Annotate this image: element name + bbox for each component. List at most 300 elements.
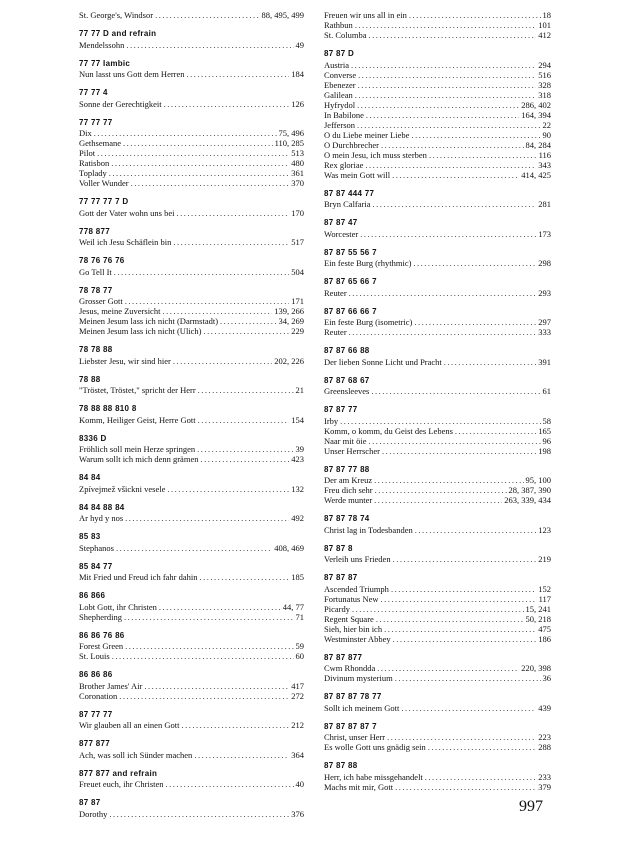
tune-entry <box>79 148 304 158</box>
tune-name: Worcester <box>324 228 359 239</box>
tune-name: Divinum mysterium <box>324 673 393 683</box>
tune-entry <box>79 178 304 188</box>
hymn-numbers: 101 <box>538 20 551 30</box>
meter-group <box>324 653 551 684</box>
dot-leader <box>144 681 289 691</box>
hymn-numbers: 154 <box>291 414 304 425</box>
dot-leader <box>349 288 537 298</box>
tune-entry <box>79 326 304 336</box>
dot-leader <box>428 742 536 752</box>
tune-name: Ascended Triumph <box>324 583 389 594</box>
tune-name: St. Columba <box>324 30 367 40</box>
tune-entry <box>324 446 551 456</box>
hymn-numbers: 297 <box>538 317 551 327</box>
tune-name: St. George's, Windsor <box>79 10 154 20</box>
hymn-numbers: 504 <box>291 266 304 277</box>
hymn-numbers: 184 <box>291 69 304 79</box>
hymn-numbers: 408, 469 <box>274 542 304 553</box>
tune-name: Brother James' Air <box>79 680 143 691</box>
tune-entry <box>79 681 304 691</box>
meter-heading: 78 88 88 810 8 <box>79 404 137 413</box>
tune-entry <box>79 444 304 454</box>
dot-leader <box>181 720 289 730</box>
hymn-numbers: 75, 496 <box>278 128 304 138</box>
tune-entry <box>324 673 551 683</box>
dot-leader <box>109 168 290 178</box>
dot-leader <box>220 316 276 326</box>
tune-entry <box>79 138 304 148</box>
tune-name: Picardy <box>324 603 350 614</box>
hymn-numbers: 219 <box>538 554 551 564</box>
tune-entry <box>79 513 304 523</box>
dot-leader <box>444 357 536 367</box>
hymn-numbers: 423 <box>291 454 304 464</box>
meter-heading: 877 877 <box>79 739 111 748</box>
tune-name: Forest Green <box>79 641 124 651</box>
dot-leader <box>425 772 536 782</box>
tune-name: Cwm Rhondda <box>324 663 376 673</box>
tune-entry <box>324 732 551 742</box>
tune-entry <box>324 604 551 614</box>
meter-group <box>324 573 551 644</box>
hymn-numbers: 286, 402 <box>521 99 551 110</box>
tune-entry <box>79 40 304 50</box>
dot-leader <box>366 110 519 120</box>
tune-entry <box>79 237 304 247</box>
tune-entry <box>79 720 304 730</box>
dot-leader <box>358 80 537 90</box>
dot-leader <box>365 160 536 170</box>
tune-name: Meinen Jesum lass ich nicht (Darmstadt) <box>79 316 219 326</box>
meter-heading: 77 77 Iambic <box>79 58 131 68</box>
meter-group <box>79 10 304 20</box>
meter-group <box>79 286 304 337</box>
dot-leader <box>94 128 277 138</box>
dot-leader <box>355 20 536 30</box>
meter-group <box>79 591 304 622</box>
meter-group <box>324 10 551 40</box>
tune-name: Ebenezer <box>324 79 356 90</box>
tune-entry <box>79 484 304 494</box>
hymn-numbers: 288 <box>538 742 551 752</box>
hymn-numbers: 21 <box>295 385 304 395</box>
hymn-numbers: 36 <box>542 673 551 683</box>
hymn-numbers: 49 <box>295 39 304 50</box>
dot-leader <box>176 208 289 218</box>
meter-heading: 87 87 66 88 <box>324 346 370 355</box>
hymn-numbers: 281 <box>538 199 551 209</box>
dot-leader <box>411 130 540 140</box>
hymn-numbers: 165 <box>538 425 551 436</box>
tune-entry <box>79 10 304 20</box>
tune-name: Ein feste Burg (rhythmic) <box>324 258 412 268</box>
hymn-numbers: 298 <box>538 258 551 268</box>
dot-leader <box>340 416 540 426</box>
hymn-numbers: 84, 284 <box>525 139 551 150</box>
hymn-numbers: 126 <box>291 98 304 109</box>
tune-entry <box>79 69 304 79</box>
tune-entry <box>324 594 551 604</box>
tune-entry <box>324 436 551 446</box>
dot-leader <box>155 10 259 20</box>
meter-group <box>79 473 304 494</box>
tune-entry <box>79 572 304 582</box>
meter-group <box>324 376 551 397</box>
dot-leader <box>109 809 289 819</box>
dot-leader <box>97 148 289 158</box>
tune-name: Irby <box>324 415 339 426</box>
tune-name: Lobt Gott, ihr Christen <box>79 601 157 612</box>
hymn-numbers: 361 <box>291 168 304 178</box>
tune-name: Voller Wunder <box>79 178 129 188</box>
hymn-numbers: 198 <box>538 445 551 456</box>
hymn-numbers: 39 <box>295 444 304 454</box>
meter-heading: 87 87 77 <box>324 405 358 414</box>
dot-leader <box>131 178 290 188</box>
meter-heading: 86 866 <box>79 591 106 600</box>
tune-entry <box>79 296 304 306</box>
dot-leader <box>124 612 294 622</box>
dot-leader <box>349 327 537 337</box>
meter-heading: 87 77 77 <box>79 709 113 719</box>
dot-leader <box>123 138 273 148</box>
hymn-numbers: 139, 266 <box>274 306 304 316</box>
tune-entry <box>324 229 551 239</box>
meter-group <box>79 798 304 819</box>
tune-entry <box>79 385 304 395</box>
dot-leader <box>415 525 537 535</box>
meter-group <box>324 761 551 792</box>
hymn-numbers: 343 <box>538 159 551 170</box>
hymn-numbers: 50, 218 <box>525 613 551 624</box>
tune-entry <box>324 30 551 40</box>
dot-leader <box>395 673 541 683</box>
hymn-numbers: 492 <box>291 513 304 523</box>
hymn-numbers: 475 <box>538 623 551 634</box>
tune-name: Sieh, hier bin ich <box>324 623 383 634</box>
meter-group <box>79 227 304 248</box>
hymn-numbers: 173 <box>538 228 551 239</box>
dot-leader <box>125 296 290 306</box>
tune-name: Fröhlich soll mein Herze springen <box>79 444 196 454</box>
tune-entry <box>324 170 551 180</box>
hymn-numbers: 60 <box>295 651 304 661</box>
hymn-numbers: 370 <box>291 178 304 188</box>
tune-entry <box>324 258 551 268</box>
tune-entry <box>324 426 551 436</box>
dot-leader <box>164 99 290 109</box>
meter-heading: 87 87 87 <box>324 573 358 582</box>
hymn-numbers: 22 <box>542 119 551 130</box>
tune-entry <box>324 327 551 337</box>
meter-heading: 85 84 77 <box>79 561 113 571</box>
dot-leader <box>374 495 502 505</box>
tune-name: Freuen wir uns all in ein <box>324 10 407 20</box>
tune-entry <box>324 475 551 485</box>
tune-entry <box>324 100 551 110</box>
meter-heading: 87 87 47 <box>324 218 358 227</box>
dot-leader <box>381 594 537 604</box>
tune-entry <box>324 525 551 535</box>
dot-leader <box>116 543 272 553</box>
meter-group <box>79 670 304 701</box>
dot-leader <box>382 446 536 456</box>
tune-entry <box>79 809 304 819</box>
meter-heading: 778 877 <box>79 226 111 236</box>
hymn-numbers: 185 <box>291 572 304 582</box>
dot-leader <box>197 444 293 454</box>
tune-name: Christ lag in Todesbanden <box>324 524 413 535</box>
tune-name: O du Liebe meiner Liebe <box>324 129 410 140</box>
tune-entry <box>79 415 304 425</box>
tune-name: Jesus, meine Zuversicht <box>79 306 161 316</box>
meter-heading: 877 877 and refrain <box>79 768 158 778</box>
meter-group <box>79 404 304 425</box>
index-column-left <box>79 10 304 828</box>
tune-entry <box>324 80 551 90</box>
tune-entry <box>79 99 304 109</box>
dot-leader <box>393 554 537 564</box>
dot-leader <box>413 258 536 268</box>
tune-entry <box>79 454 304 464</box>
tune-name: Austria <box>324 59 350 70</box>
meter-heading: 84 84 <box>79 473 101 482</box>
meter-group <box>324 346 551 367</box>
hymn-numbers: 117 <box>538 593 551 604</box>
tune-name: Mendelssohn <box>79 39 125 50</box>
hymn-numbers: 34, 269 <box>278 316 304 326</box>
hymn-numbers: 110, 285 <box>274 138 304 148</box>
meter-group <box>324 514 551 535</box>
tune-entry <box>79 168 304 178</box>
tune-name: Ar hyd y nos <box>79 513 124 523</box>
tune-name: Nun lasst uns Gott dem Herren <box>79 69 185 79</box>
tune-name: Sonne der Gerechtigkeit <box>79 98 162 109</box>
dot-leader <box>381 140 524 150</box>
tune-name: Bryn Calfaria <box>324 199 371 209</box>
tune-name: Meinen Jesum lass ich nicht (Ulich) <box>79 326 202 336</box>
dot-leader <box>377 663 519 673</box>
tune-name: Weil ich Jesu Schäflein bin <box>79 237 172 247</box>
hymn-numbers: 328 <box>538 79 551 90</box>
page-number: 997 <box>519 798 543 815</box>
dot-leader <box>159 602 281 612</box>
tune-entry <box>324 160 551 170</box>
dot-leader <box>375 485 507 495</box>
meter-heading: 87 87 87 78 77 <box>324 692 382 701</box>
tune-entry <box>324 416 551 426</box>
hymn-numbers: 164, 394 <box>521 109 551 120</box>
hymn-numbers: 40 <box>295 779 304 789</box>
tune-entry <box>79 158 304 168</box>
tune-name: Verleih uns Frieden <box>324 554 391 564</box>
dot-leader <box>125 641 293 651</box>
meter-heading: 78 88 <box>79 374 101 384</box>
tune-entry <box>79 651 304 661</box>
tune-name: Shepherding <box>79 611 122 622</box>
hymn-numbers: 414, 425 <box>521 169 551 180</box>
dot-leader <box>200 572 290 582</box>
dot-leader <box>352 604 524 614</box>
meter-heading: 87 87 877 <box>324 652 363 662</box>
tune-name: Es wolle Gott uns gnädig sein <box>324 742 426 752</box>
tune-entry <box>324 199 551 209</box>
tune-name: Pilot <box>79 148 96 158</box>
hymn-numbers: 376 <box>291 808 304 819</box>
tune-entry <box>79 543 304 553</box>
tune-name: Fortunatus New <box>324 593 379 604</box>
tune-name: Ein feste Burg (isometric) <box>324 317 413 327</box>
hymn-numbers: 223 <box>538 732 551 742</box>
meter-group <box>79 434 304 465</box>
hymn-numbers: 170 <box>291 207 304 218</box>
tune-entry <box>324 614 551 624</box>
dot-leader <box>200 454 289 464</box>
tune-entry <box>79 750 304 760</box>
meter-heading: 77 77 77 7 D <box>79 197 129 206</box>
dot-leader <box>373 199 537 209</box>
hymn-numbers: 116 <box>538 149 551 160</box>
tune-entry <box>324 584 551 594</box>
tune-entry <box>324 130 551 140</box>
hymn-numbers: 318 <box>538 89 551 100</box>
hymn-numbers: 152 <box>538 583 551 594</box>
hymn-numbers: 95, 100 <box>525 475 551 485</box>
meter-group <box>79 631 304 662</box>
dot-leader <box>414 317 536 327</box>
tune-entry <box>324 70 551 80</box>
tune-name: Liebster Jesu, wir sind hier <box>79 355 171 366</box>
meter-heading: 87 87 66 66 7 <box>324 306 377 316</box>
tune-entry <box>324 288 551 298</box>
tune-entry <box>324 663 551 673</box>
meter-group <box>79 710 304 731</box>
hymn-numbers: 123 <box>538 524 551 535</box>
tune-entry <box>79 691 304 701</box>
dot-leader <box>194 750 289 760</box>
tune-name: Greensleeves <box>324 386 370 396</box>
tune-name: Herr, ich habe missgehandelt <box>324 771 423 782</box>
tune-entry <box>324 485 551 495</box>
meter-heading: 78 78 77 <box>79 285 113 295</box>
dot-leader <box>351 60 536 70</box>
tune-name: Dorothy <box>79 808 108 819</box>
dot-leader <box>198 385 294 395</box>
dot-leader <box>198 415 290 425</box>
hymn-numbers: 18 <box>542 10 551 20</box>
tune-name: Der am Kreuz <box>324 475 373 485</box>
dot-leader <box>125 513 289 523</box>
tune-name: Converse <box>324 69 357 80</box>
meter-heading: 77 77 4 <box>79 88 108 97</box>
tune-entry <box>79 779 304 789</box>
tune-entry <box>79 356 304 366</box>
tune-name: Unser Herrscher <box>324 445 380 456</box>
dot-leader <box>387 732 536 742</box>
tune-name: Christ, unser Herr <box>324 732 386 742</box>
meter-group <box>79 88 304 109</box>
tune-name: Dix <box>79 128 92 138</box>
tune-entry <box>79 267 304 277</box>
meter-heading: 78 76 76 76 <box>79 256 125 265</box>
meter-group <box>324 307 551 338</box>
hymn-numbers: 132 <box>291 483 304 494</box>
tune-name: Komm, o komm, du Geist des Lebens <box>324 425 453 436</box>
meter-group <box>79 503 304 524</box>
tune-name: Stephanos <box>79 542 114 553</box>
meter-group <box>79 562 304 583</box>
hymn-numbers: 379 <box>538 781 551 792</box>
meter-heading: 85 83 <box>79 532 101 541</box>
dot-leader <box>166 779 294 789</box>
tune-entry <box>324 703 551 713</box>
meter-group <box>79 345 304 366</box>
dot-leader <box>401 703 536 713</box>
tune-name: Was mein Gott will <box>324 169 391 180</box>
tune-entry <box>324 90 551 100</box>
hymn-numbers: 59 <box>295 641 304 651</box>
meter-group <box>324 218 551 239</box>
tune-entry <box>324 150 551 160</box>
tune-entry <box>79 316 304 326</box>
tune-entry <box>79 641 304 651</box>
dot-leader <box>369 30 537 40</box>
tune-name: Sollt ich meinem Gott <box>324 702 400 713</box>
dot-leader <box>392 170 519 180</box>
meter-group <box>324 692 551 713</box>
tune-name: Reuter <box>324 327 347 337</box>
tune-entry <box>79 612 304 622</box>
hymn-numbers: 294 <box>538 59 551 70</box>
index-column-right <box>324 10 551 801</box>
hymn-numbers: 96 <box>542 435 551 446</box>
meter-heading: 87 87 77 88 <box>324 464 370 474</box>
dot-leader <box>395 782 536 792</box>
tune-name: Toplady <box>79 168 107 178</box>
dot-leader <box>111 158 289 168</box>
tune-entry <box>324 386 551 396</box>
meter-heading: 8336 D <box>79 433 107 443</box>
tune-name: Freu dich sehr <box>324 485 373 495</box>
tune-name: Ach, was soll ich Sünder machen <box>79 749 193 760</box>
meter-group <box>324 49 551 180</box>
hymn-numbers: 202, 226 <box>274 355 304 366</box>
dot-leader <box>355 90 536 100</box>
tune-name: O Durchbrecher <box>324 139 379 150</box>
dot-leader <box>204 326 290 336</box>
dot-leader <box>187 69 290 79</box>
meter-heading: 87 87 55 56 7 <box>324 247 377 257</box>
dot-leader <box>119 691 289 701</box>
dot-leader <box>391 584 536 594</box>
hymn-numbers: 90 <box>542 129 551 140</box>
meter-group <box>324 248 551 269</box>
hymn-numbers: 517 <box>291 237 304 247</box>
hymn-numbers: 293 <box>538 287 551 298</box>
meter-heading: 87 87 78 74 <box>324 514 370 523</box>
tune-name: Naar mit öie <box>324 435 367 446</box>
tune-entry <box>324 20 551 30</box>
dot-leader <box>173 356 272 366</box>
tune-name: Zpívejmež všickni vesele <box>79 483 166 494</box>
tune-entry <box>324 624 551 634</box>
dot-leader <box>357 100 519 110</box>
tune-entry <box>324 634 551 644</box>
tune-name: Wir glauben all an einen Gott <box>79 720 180 730</box>
tune-entry <box>324 772 551 782</box>
tune-name: O mein Jesu, ich muss sterben <box>324 149 427 160</box>
tune-entry <box>79 128 304 138</box>
